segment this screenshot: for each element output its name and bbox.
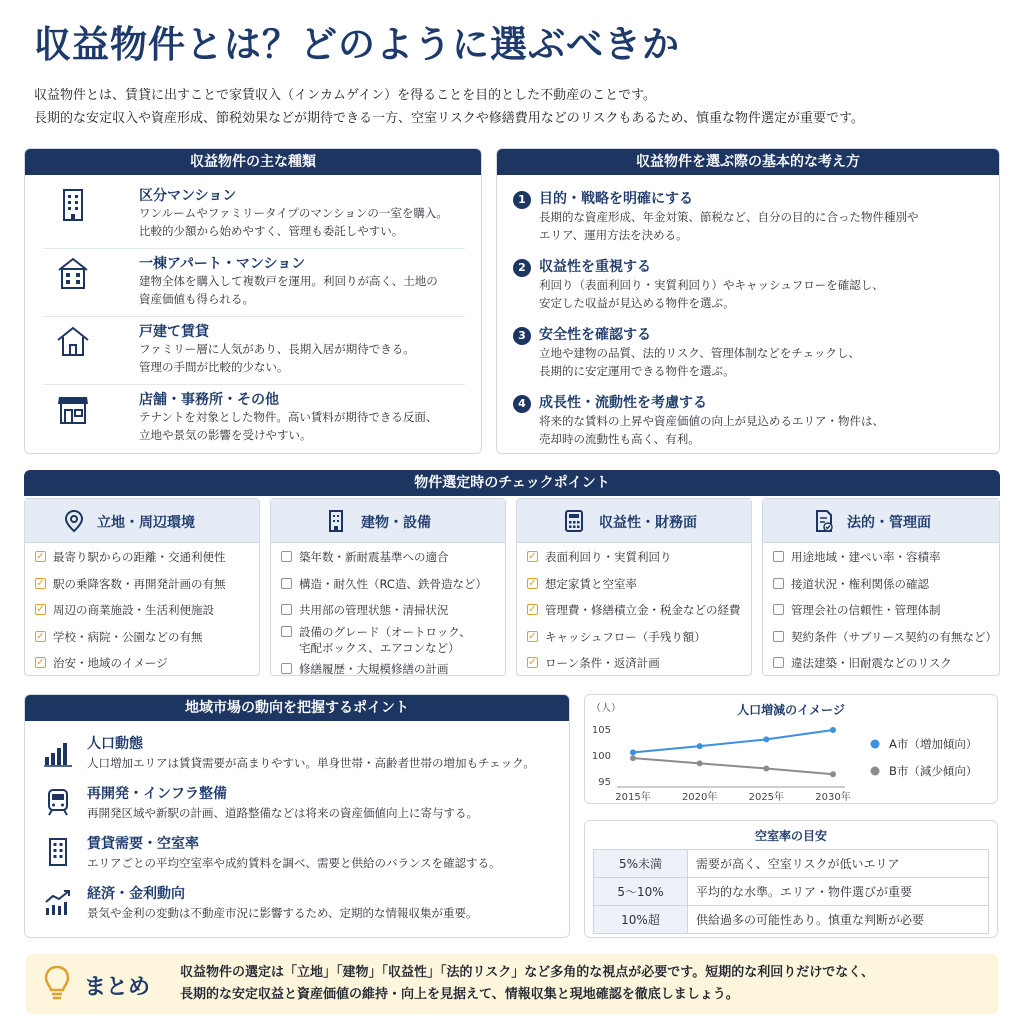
checkpoint-text: 違法建築・旧耐震などのリスク xyxy=(791,656,952,670)
principle-item xyxy=(509,389,989,454)
table-row xyxy=(594,850,989,878)
checkpoint-item xyxy=(527,602,747,629)
building-icon xyxy=(43,837,73,867)
market-item xyxy=(39,831,559,881)
market-heading: 地域市場の動向を把握するポイント xyxy=(25,695,569,721)
checkbox-checked-icon: ✓ xyxy=(528,577,537,589)
checkpoint-item xyxy=(281,661,501,682)
principle-desc-line: 安定した収益が見込める物件を選ぶ。 xyxy=(539,296,735,310)
checkpoint-column xyxy=(762,498,1000,676)
data-point xyxy=(830,771,836,777)
type-item xyxy=(43,249,465,317)
checkbox-checked-icon: ✓ xyxy=(528,657,537,668)
trend-up-icon xyxy=(43,887,73,917)
checkpoint-text: 表面利回り・実質利回り xyxy=(545,550,672,564)
checkbox-checked-icon: ✓ xyxy=(36,551,45,562)
property-types-card xyxy=(24,148,482,454)
checkbox-icon xyxy=(281,578,292,589)
type-desc-line: 比較的少額から始めやすく、管理も委託しやすい。 xyxy=(139,224,404,238)
document-check-icon xyxy=(813,509,835,533)
checkpoint-text: 管理費・修繕積立金・税金などの経費 xyxy=(545,603,741,617)
checkbox-icon xyxy=(773,551,784,562)
checkpoint-list xyxy=(527,549,747,682)
series-line xyxy=(633,730,833,752)
checkbox-checked-icon: ✓ xyxy=(528,551,537,562)
principle-desc xyxy=(539,344,860,380)
checkbox-checked-icon: ✓ xyxy=(36,604,45,615)
building-icon xyxy=(55,187,91,223)
summary-text xyxy=(180,962,874,1006)
checkpoint-item xyxy=(527,549,747,576)
checkpoint-item xyxy=(527,655,747,682)
vacancy-rate: 10%超 xyxy=(594,906,688,934)
checkpoint-text: 用途地域・建ぺい率・容積率 xyxy=(791,550,941,564)
y-tick-label: 105 xyxy=(591,725,611,736)
principle-desc-line: 将来的な賃料の上昇や資産価値の向上が見込めるエリア・物件は、 xyxy=(539,414,884,428)
summary-line: 長期的な安定収益と資産価値の維持・向上を見据えて、情報収集と現地確認を徹底しましょう。 xyxy=(180,987,739,1002)
vacancy-table xyxy=(593,849,989,934)
legend-marker xyxy=(871,767,880,776)
vacancy-rate: 5〜10% xyxy=(594,878,688,906)
type-desc-line: 資産価値も得られる。 xyxy=(139,292,254,306)
data-point xyxy=(630,749,636,755)
type-desc-line: テナントを対象とした物件。高い賃料が期待できる反面、 xyxy=(139,410,438,424)
type-item xyxy=(43,181,465,249)
market-title: 経済・金利動向 xyxy=(87,886,185,902)
checkpoint-column-header xyxy=(517,499,751,543)
market-title: 人口動態 xyxy=(87,736,143,752)
principle-desc xyxy=(539,208,919,244)
checkpoint-text: 最寄り駅からの距離・交通利便性 xyxy=(53,550,226,564)
checkbox-checked-icon: ✓ xyxy=(528,630,537,642)
checkpoint-column-label: 建物・設備 xyxy=(361,515,431,531)
population-chart-card xyxy=(584,694,998,804)
type-desc xyxy=(139,340,415,376)
x-tick-label: 2025年 xyxy=(748,792,785,803)
data-point xyxy=(697,743,703,749)
market-desc: 再開発区域や新駅の計画、道路整備などは将来の資産価値向上に寄与する。 xyxy=(87,806,478,820)
checkpoint-item xyxy=(527,576,747,603)
building-icon xyxy=(325,509,347,533)
checkpoint-text: 治安・地域のイメージ xyxy=(53,656,168,670)
checkbox-checked-icon: ✓ xyxy=(36,577,45,589)
checkbox-icon xyxy=(773,578,784,589)
checkpoint-column xyxy=(270,498,506,676)
checkpoint-item xyxy=(35,655,255,682)
checkbox-icon xyxy=(773,657,784,668)
checkpoint-text: 接道状況・権利関係の確認 xyxy=(791,576,929,591)
type-desc xyxy=(139,204,448,240)
checkbox-checked-icon: ✓ xyxy=(36,630,45,642)
checkpoint-item xyxy=(281,549,501,576)
type-desc-line: ワンルームやファミリータイプのマンションの一室を購入。 xyxy=(139,206,448,220)
step-number: 1 xyxy=(513,191,531,209)
property-types-heading: 収益物件の主な種類 xyxy=(25,149,481,175)
bar-chart-icon xyxy=(43,737,73,767)
checkpoint-text: 設備のグレード（オートロック、 宅配ボックス、エアコンなど） xyxy=(299,625,471,655)
checkpoint-item xyxy=(281,576,501,603)
checkpoint-item xyxy=(773,629,995,656)
checkpoint-column-label: 収益性・財務面 xyxy=(599,515,697,531)
principle-desc-line: 売却時の流動性も高く、有利。 xyxy=(539,432,700,446)
data-point xyxy=(763,766,769,772)
legend-label: A市（増加傾向） xyxy=(889,737,978,751)
type-item xyxy=(43,385,465,453)
vacancy-card xyxy=(584,820,998,938)
checkpoint-text: 想定家賃と空室率 xyxy=(545,576,637,591)
checkpoint-item xyxy=(281,624,501,661)
data-point xyxy=(763,736,769,742)
checkbox-icon xyxy=(281,626,292,637)
checkpoints-card xyxy=(24,470,1000,682)
principle-title: 成長性・流動性を考慮する xyxy=(539,395,707,411)
checkpoint-text: 管理会社の信頼性・管理体制 xyxy=(791,603,941,617)
vacancy-desc: 需要が高く、空室リスクが低いエリア xyxy=(688,850,989,878)
summary-box xyxy=(26,954,998,1014)
checkpoint-text: 共用部の管理状態・清掃状況 xyxy=(299,603,449,617)
checkpoint-text: 修繕履歴・大規模修繕の計画 xyxy=(299,662,449,676)
checkpoint-column-header xyxy=(271,499,505,543)
market-title: 再開発・インフラ整備 xyxy=(87,786,227,802)
type-name: 区分マンション xyxy=(139,188,237,204)
principle-desc-line: 長期的に安定運用できる物件を選ぶ。 xyxy=(539,364,735,378)
y-axis-unit: （人） xyxy=(591,703,621,714)
type-desc-line: ファミリー層に人気があり、長期入居が期待できる。 xyxy=(139,342,415,356)
market-item xyxy=(39,781,559,831)
type-name: 戸建て賃貸 xyxy=(139,324,209,340)
lightbulb-icon xyxy=(42,964,72,1004)
y-tick-label: 95 xyxy=(598,777,611,788)
principle-desc-line: エリア、運用方法を決める。 xyxy=(539,228,688,242)
data-point xyxy=(630,755,636,761)
checkpoint-item xyxy=(35,576,255,603)
checkpoint-text: 構造・耐久性（RC造、鉄骨造など） xyxy=(299,576,487,591)
step-number: 3 xyxy=(513,327,531,345)
principle-desc-line: 長期的な資産形成、年金対策、節税など、自分の目的に合った物件種別や xyxy=(539,210,919,224)
principle-desc-line: 立地や建物の品質、法的リスク、管理体制などをチェックし、 xyxy=(539,346,860,360)
checkpoint-column xyxy=(516,498,752,676)
data-point xyxy=(697,760,703,766)
checkbox-checked-icon: ✓ xyxy=(36,657,45,668)
checkpoint-item xyxy=(773,549,995,576)
checkpoint-item xyxy=(281,602,501,624)
vacancy-desc: 平均的な水準。エリア・物件選びが重要 xyxy=(688,878,989,906)
checkpoint-item xyxy=(773,602,995,629)
principle-title: 収益性を重視する xyxy=(539,259,651,275)
checkpoint-column-header xyxy=(25,499,259,543)
storefront-icon xyxy=(55,391,91,427)
market-card xyxy=(24,694,570,938)
market-item xyxy=(39,881,559,931)
checkpoint-item xyxy=(773,576,995,603)
summary-line: 収益物件の選定は「立地」「建物」「収益性」「法的リスク」など多角的な視点が必要です。短期的な利回りだけでなく、 xyxy=(180,965,874,980)
checkpoint-list xyxy=(35,549,255,682)
x-tick-label: 2030年 xyxy=(815,792,851,803)
step-number: 2 xyxy=(513,259,531,277)
vacancy-desc: 供給過多の可能性あり。慎重な判断が必要 xyxy=(688,906,989,934)
market-desc: 景気や金利の変動は不動産市況に影響するため、定期的な情報収集が重要。 xyxy=(87,906,478,920)
checkpoint-item xyxy=(773,655,995,682)
checkpoint-item xyxy=(35,629,255,656)
intro-text xyxy=(34,84,864,130)
principle-desc xyxy=(539,276,884,312)
location-pin-icon xyxy=(63,509,85,533)
type-desc xyxy=(139,408,437,444)
checkbox-icon xyxy=(773,604,784,615)
vacancy-rate: 5%未満 xyxy=(594,850,688,878)
checkpoint-text: 学校・病院・公園などの有無 xyxy=(53,629,203,644)
market-desc: エリアごとの平均空室率や成約賃料を調べ、需要と供給のバランスを確認する。 xyxy=(87,856,501,870)
checkpoint-item xyxy=(35,602,255,629)
checkpoints-heading: 物件選定時のチェックポイント xyxy=(24,470,1000,496)
market-title: 賃貸需要・空室率 xyxy=(87,836,199,852)
type-desc-line: 管理の手間が比較的少ない。 xyxy=(139,360,289,374)
checkpoint-text: 築年数・新耐震基準への適合 xyxy=(299,550,449,564)
market-item xyxy=(39,731,559,781)
intro-line: 収益物件とは、賃貸に出すことで家賃収入（インカムゲイン）を得ることを目的とした不動産のことです。 xyxy=(34,88,657,103)
checkpoint-column-header xyxy=(763,499,999,543)
checkpoint-item xyxy=(527,629,747,656)
legend-label: B市（減少傾向） xyxy=(889,764,978,778)
checkbox-icon xyxy=(281,551,292,562)
x-tick-label: 2015年 xyxy=(615,792,651,803)
checkpoint-column xyxy=(24,498,260,676)
checkbox-checked-icon: ✓ xyxy=(528,604,537,615)
type-desc xyxy=(139,272,438,308)
vacancy-heading: 空室率の目安 xyxy=(754,829,827,843)
checkpoint-text: 周辺の商業施設・生活利便施設 xyxy=(53,603,214,617)
checkbox-icon xyxy=(281,663,292,674)
checkpoint-column-label: 立地・周辺環境 xyxy=(97,515,195,531)
checkbox-icon xyxy=(773,631,784,642)
calculator-icon xyxy=(563,509,585,533)
chart-title: 人口増減のイメージ xyxy=(737,703,845,717)
principle-item xyxy=(509,185,989,251)
checkpoint-text: ローン条件・返済計画 xyxy=(545,656,660,670)
checkbox-icon xyxy=(281,604,292,615)
principle-desc-line: 利回り（表面利回り・実質利回り）やキャッシュフローを確認し、 xyxy=(539,278,884,292)
train-icon xyxy=(43,787,73,817)
table-row xyxy=(594,878,989,906)
principles-card xyxy=(496,148,1000,454)
legend-marker xyxy=(871,740,880,749)
principle-title: 目的・戦略を明確にする xyxy=(539,191,693,207)
house-icon xyxy=(55,323,91,359)
y-tick-label: 100 xyxy=(591,751,611,762)
checkpoint-text: 駅の乗降客数・再開発計画の有無 xyxy=(53,576,226,591)
table-row xyxy=(594,906,989,934)
principle-desc xyxy=(539,412,884,448)
intro-line: 長期的な安定収入や資産形成、節税効果などが期待できる一方、空室リスクや修繕費用などのリスクもあるため、慎重な物件選定が重要です。 xyxy=(34,111,864,126)
type-desc-line: 立地や景気の影響を受けやすい。 xyxy=(139,428,312,442)
checkpoint-list xyxy=(281,549,501,682)
checkpoint-item xyxy=(35,549,255,576)
type-name: 店舗・事務所・その他 xyxy=(139,392,279,408)
type-desc-line: 建物全体を購入して複数戸を運用。利回りが高く、土地の xyxy=(139,274,438,288)
checkpoint-text: キャッシュフロー（手残り額） xyxy=(545,629,706,644)
series-line xyxy=(633,758,833,774)
principles-heading: 収益物件を選ぶ際の基本的な考え方 xyxy=(497,149,999,175)
type-item xyxy=(43,317,465,385)
checkpoint-text: 契約条件（サブリース契約の有無など） xyxy=(791,629,997,644)
step-number: 4 xyxy=(513,395,531,413)
checkpoint-column-label: 法的・管理面 xyxy=(847,515,931,531)
market-desc: 人口増加エリアは賃貸需要が高まりやすい。単身世帯・高齢者世帯の増加もチェック。 xyxy=(87,756,535,770)
data-point xyxy=(830,727,836,733)
type-name: 一棟アパート・マンション xyxy=(139,256,306,272)
principle-item xyxy=(509,253,989,319)
summary-label: まとめ xyxy=(84,975,151,1000)
apartment-icon xyxy=(55,255,91,291)
principle-title: 安全性を確認する xyxy=(539,327,651,343)
checkpoint-list xyxy=(773,549,995,682)
x-tick-label: 2020年 xyxy=(681,792,718,803)
principle-item xyxy=(509,321,989,387)
population-line-chart xyxy=(585,695,997,803)
page-title: 収益物件とは？どのように選ぶべきか xyxy=(34,23,680,66)
